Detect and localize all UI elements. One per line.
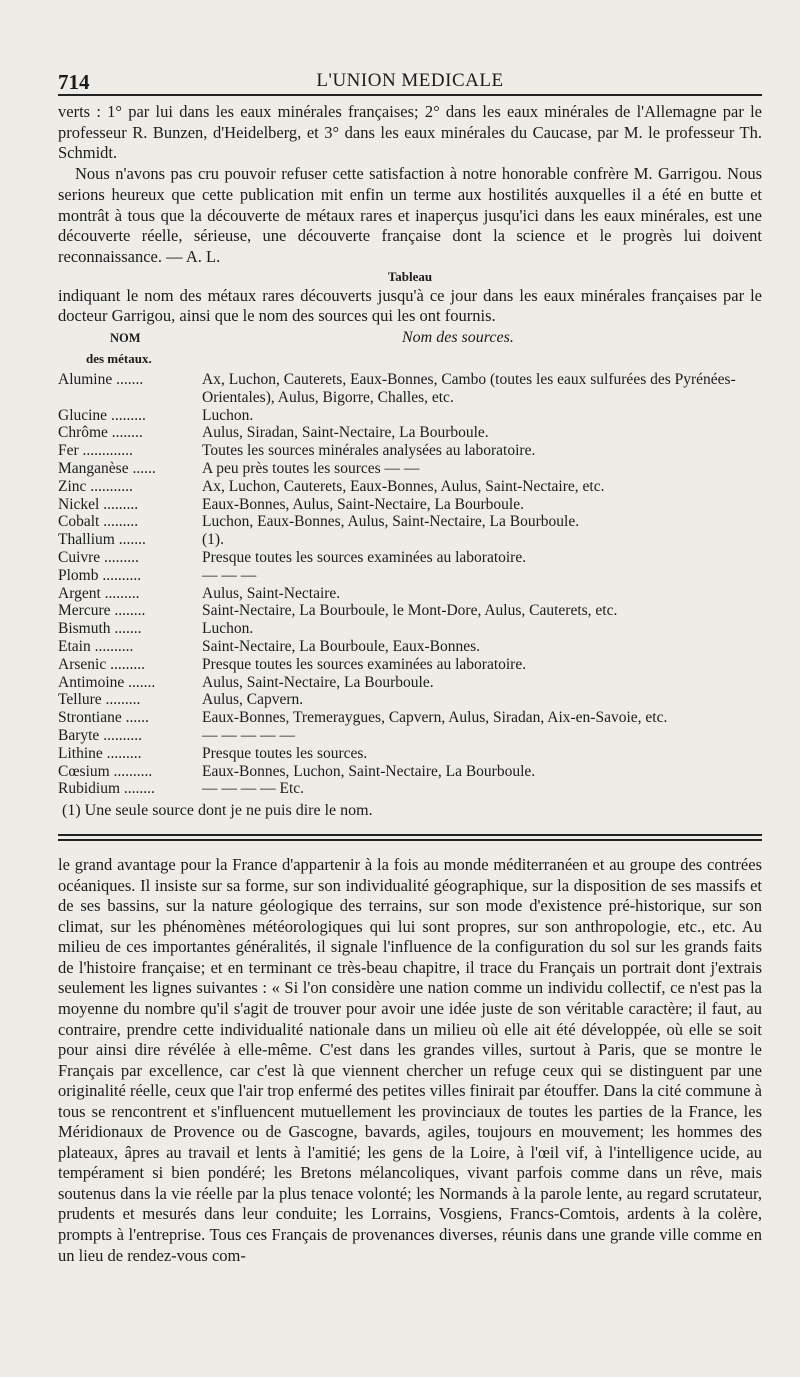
intro-paragraph-2-text: Nous n'avons pas cru pouvoir refuser cette satisfaction à notre honorable confrère M. Garrigou. Nous serions heureux que cette publication mit enfin un terme aux hostilités auxquelles il a été en butte et montrât à tous que la découverte de métaux rares et inaperçus jusqu'ici dans les eaux minérales, est une découverte réelle, sérieuse, une découverte française dont la science et le progrès lui doivent reconnaissance. [58, 164, 762, 266]
metal-name: Thallium ....... [58, 531, 146, 549]
metal-sources: Saint-Nectaire, La Bourboule, le Mont-Dore, Aulus, Cauterets, etc. [202, 602, 618, 620]
metal-name: Bismuth ....... [58, 620, 142, 638]
metal-sources: (1). [202, 531, 224, 549]
running-header [58, 62, 762, 92]
author-signature: — A. L. [166, 246, 221, 266]
metal-name: Rubidium ........ [58, 780, 155, 798]
metal-sources: Luchon, Eaux-Bonnes, Aulus, Saint-Nectaire, La Bourboule. [202, 513, 580, 531]
metal-name: Nickel ......... [58, 495, 139, 513]
table-row [58, 478, 762, 496]
metal-name: Strontiane ...... [58, 709, 149, 727]
metal-name: Arsenic ......... [58, 655, 145, 673]
metal-sources: Presque toutes les sources examinées au laboratoire. [202, 549, 527, 566]
body-paragraph: le grand avantage pour la France d'appartenir à la fois au monde méditerranéen et au groupe des contrées océaniques. Il insiste sur sa forme, sur son individualité géographique, sur la disposition de ses massifs et de ses bassins, sur la nature géologique des terrains, sur son mode d'existence pré-historique, sur son climat, sur les phénomènes météorologiques qui lui sont propres, sur son anthropologie, etc., etc. Au milieu de ces importantes généralités, il signale l'influence de la configuration du sol sur les grands faits de l'histoire française; et en terminant ce très-beau chapitre, il trace du Français un portrait dont j'extrais seulement les lignes suivantes : « Si l'on considère une nation comme un individu collectif, ce n'est pas la moyenne du nombre qu'il s'agit de trouver pour avoir une idée juste de son véritable caractère; il faut, au contraire, prendre cette individualité nationale dans un milieu où elle ait été développée, où elle se soit pour ainsi dire révélée à elle-même. C'est dans les grandes villes, surtout à Paris, que se montre le Français par excellence, car c'est là que viennent chercher un refuge ceux qui se distinguent par une originalité réelle, ceux que l'air trop enfermé des petites villes finirait par étouffer. Dans la cité commune à tous se rencontrent et s'influencent mutuellement les provinciaux de toutes les parties de la France, les Méridionaux de Provence ou de Gascogne, bavards, agiles, toujours en mouvement; les hommes des plateaux, âpres au travail et lents à l'amitié; les gens de la Loire, à l'œil vif, à l'intelligence ucide, au tempérament si bien pondéré; les Bretons mélancoliques, vivant parfois comme dans un rêve, mais soutenus dans la vie réelle par la plus tenace volonté; les Normands à la parole lente, au regard scrutateur, prudents et mesurés dans leur conduite; les Lorrains, Vosgiens, Francs-Comtois, ardents à la colère, prompts à l'entreprise. Tous ces Français de provenances diverses, réunis dans une grande ville comme en un lieu de rendez-vous com- [58, 855, 762, 1265]
table-row [58, 620, 762, 638]
metal-name: Cuivre ......... [58, 549, 139, 566]
running-title: L'UNION MEDICALE [316, 70, 504, 91]
metal-name: Cœsium .......... [58, 762, 153, 780]
table-header [58, 327, 762, 371]
metal-sources: Ax, Luchon, Cauterets, Eaux-Bonnes, Cambo (toutes les eaux sulfurées des Pyrénées-Orientales), Aulus, Bigorre, Challes, etc. [202, 371, 736, 406]
table-row [58, 513, 762, 531]
table-row [58, 602, 762, 620]
table-row [58, 496, 762, 514]
table-row [58, 407, 762, 425]
table-row [58, 709, 762, 727]
table-row [58, 442, 762, 460]
metal-sources: Eaux-Bonnes, Aulus, Saint-Nectaire, La Bourboule. [202, 495, 524, 513]
metal-name: Manganèse ...... [58, 460, 156, 478]
column-header-sources: Nom des sources. [402, 329, 514, 347]
tableau-caption: indiquant le nom des métaux rares découverts jusqu'à ce jour dans les eaux minérales françaises par le docteur Garrigou, ainsi que le nom des sources qui les ont fournis. [58, 285, 762, 326]
metal-name: Antimoine ....... [58, 673, 156, 691]
table-row [58, 763, 762, 781]
table-row [58, 585, 762, 603]
metal-sources: — — — [202, 566, 257, 584]
metal-name: Tellure ......... [58, 691, 141, 709]
table-footnote: (1) Une seule source dont je ne puis dire le nom. [62, 802, 373, 820]
table-row [58, 638, 762, 656]
metal-sources: Presque toutes les sources. [202, 744, 368, 762]
metal-name: Plomb .......... [58, 566, 142, 584]
metal-name: Cobalt ......... [58, 513, 139, 531]
table-row [58, 727, 762, 745]
intro-paragraph-1: verts : 1° par lui dans les eaux minérales françaises; 2° dans les eaux minérales de l'Allemagne par le professeur R. Bunzen, d'Heidelberg, et 3° dans les eaux minérales du Caucase, par M. le professeur Th. Schmidt. [58, 102, 762, 163]
metal-sources: A peu près toutes les sources — — [202, 460, 420, 478]
metal-sources: Ax, Luchon, Cauterets, Eaux-Bonnes, Aulus, Saint-Nectaire, etc. [202, 477, 605, 495]
table-row [58, 674, 762, 692]
metal-sources: Luchon. [202, 406, 254, 424]
metal-sources: — — — — — [202, 726, 295, 744]
table-row [58, 691, 762, 709]
metal-sources: Toutes les sources minérales analysées au laboratoire. [202, 442, 536, 460]
metal-name: Etain .......... [58, 637, 134, 655]
metal-sources: Aulus, Saint-Nectaire, La Bourboule. [202, 673, 434, 691]
tableau-title: Tableau [387, 268, 433, 284]
metal-name: Fer ............. [58, 442, 133, 460]
metal-sources: Saint-Nectaire, La Bourboule, Eaux-Bonnes. [202, 637, 481, 655]
body-text [58, 855, 762, 1266]
header-rule [58, 94, 762, 96]
metal-sources: Eaux-Bonnes, Tremeraygues, Capvern, Aulus, Siradan, Aix-en-Savoie, etc. [202, 709, 668, 727]
table-row [58, 531, 762, 549]
section-separator [58, 834, 762, 841]
table-row [58, 549, 762, 567]
metal-sources: — — — — Etc. [202, 780, 305, 798]
metal-name: Mercure ........ [58, 602, 146, 620]
metal-name: Alumine ....... [58, 371, 144, 389]
metal-sources: Aulus, Siradan, Saint-Nectaire, La Bourboule. [202, 424, 489, 442]
column-header-nom: NOM [110, 331, 141, 346]
metal-name: Baryte .......... [58, 726, 142, 744]
table-row [58, 780, 762, 798]
column-header-des-metaux: des métaux. [86, 351, 152, 367]
metal-name: Argent ......... [58, 584, 140, 602]
metal-name: Chrôme ........ [58, 424, 143, 442]
metal-name: Zinc ........... [58, 477, 133, 495]
intro-paragraph-2 [58, 164, 762, 268]
page-number: 714 [58, 70, 90, 94]
table-row [58, 460, 762, 478]
metal-name: Glucine ......... [58, 406, 146, 424]
table-row [58, 567, 762, 585]
metal-sources: Aulus, Capvern. [202, 691, 304, 709]
table-row [58, 424, 762, 442]
metal-sources: Luchon. [202, 620, 254, 638]
table-row [58, 745, 762, 763]
metal-sources: Aulus, Saint-Nectaire. [202, 584, 341, 602]
metal-sources: Presque toutes les sources examinées au laboratoire. [202, 655, 527, 673]
table-row [58, 656, 762, 674]
metal-sources: Eaux-Bonnes, Luchon, Saint-Nectaire, La Bourboule. [202, 762, 536, 780]
metal-name: Lithine ......... [58, 744, 142, 762]
table-row [58, 371, 762, 407]
metals-table [58, 371, 762, 798]
